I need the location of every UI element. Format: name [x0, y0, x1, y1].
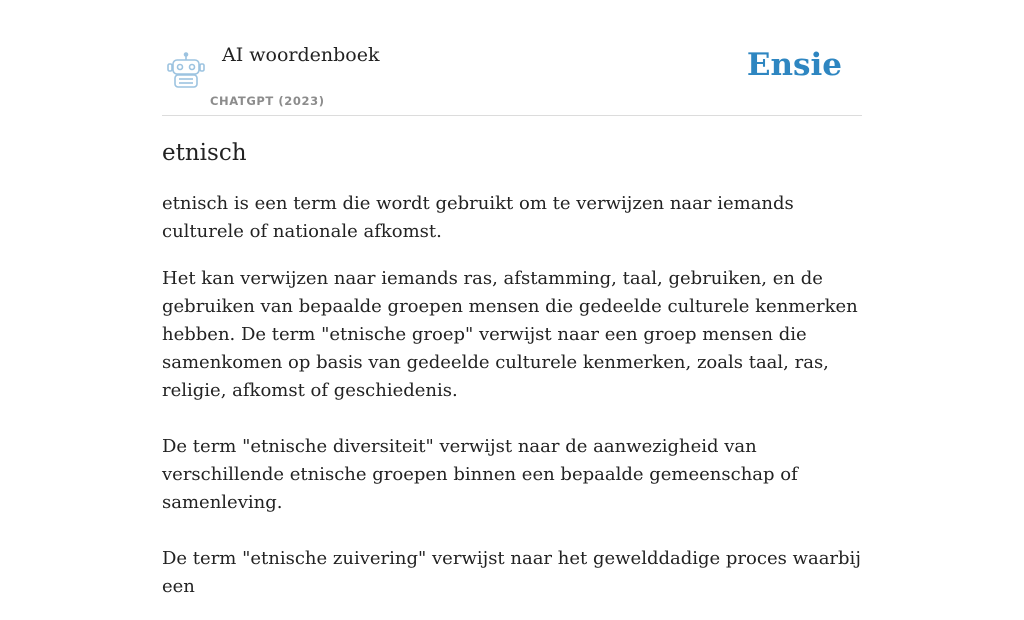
definition-paragraph: De term "etnische diversiteit" verwijst naar de aanwezigheid van verschillende etnische groepen binnen een bepaalde gemeenschap of samenleving.: [162, 436, 798, 513]
dictionary-source: CHATGPT (2023): [210, 94, 325, 108]
robot-icon: [166, 52, 206, 90]
dictionary-title: AI woordenboek: [222, 44, 380, 66]
definition-paragraph: De term "etnische zuivering" verwijst naar het gewelddadige proces waarbij een: [162, 548, 861, 597]
definition-paragraph: Het kan verwijzen naar iemands ras, afstamming, taal, gebruiken, en de gebruiken van bepaalde groepen mensen die gedeelde culturele kenmerken hebben. De term "etnische groep" verwijst naar een groep mensen die samenkomen op basis van gedeelde culturele kenmerken, zoals taal, ras, religie, afkomst of geschiedenis.: [162, 268, 858, 401]
definition-paragraph: etnisch is een term die wordt gebruikt om te verwijzen naar iemands culturele of nationale afkomst.: [162, 193, 794, 242]
entry-term: etnisch: [162, 140, 247, 166]
content-container: [162, 0, 862, 620]
entry-definition: [162, 190, 862, 601]
ensie-logo-link[interactable]: Ensie: [746, 47, 842, 83]
dictionary-header: [162, 0, 862, 116]
